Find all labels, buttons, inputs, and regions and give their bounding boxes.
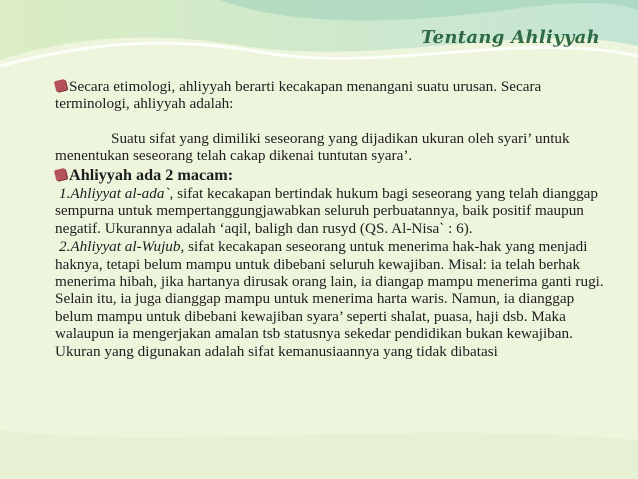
paragraph-terminology: Suatu sifat yang dimiliki seseorang yang dijadikan ukuran oleh syari’ untuk menentukan seseorang telah cakap dikenai tuntutan syara’. xyxy=(55,129,570,165)
list-item-text: sifat kecakapan seseorang untuk menerima hak-hak yang menjadi haknya, tetapi belum mampu untuk dibebani seluruh kewajiban. Misal: ia telah berhak menerima hibah, jika hartanya dirusak orang lain, ia diangap mampu menerima ganti rugi. Selain itu, ia juga dianggap mampu untuk menerima harta waris. Namun, ia dianggap belum mampu untuk dibebani kewajiban syara’ seperti shalat, puasa, haji dsb. Maka walaupun ia mengerjakan amalan tsb statusnya sekedar pendidikan bukan kewajiban. Ukuran yang digunakan adalah sifat kemanusiaannya yang tidak dibatasi xyxy=(55,238,604,360)
section-heading-text: Ahliyyah ada 2 macam: xyxy=(69,165,234,184)
slide-body xyxy=(55,78,605,360)
list-item-term: 2.Ahliyyat al-Wujub, xyxy=(59,238,185,256)
section-heading xyxy=(55,167,605,184)
list-item-ahliyyat-al-ada xyxy=(55,185,605,237)
paragraph-definition xyxy=(55,78,605,113)
red-square-bullet-icon xyxy=(54,79,67,92)
list-item-ahliyyat-al-wujub xyxy=(55,238,605,360)
red-square-bullet-icon xyxy=(54,167,67,180)
bottom-wash-decoration xyxy=(0,430,638,479)
paragraph-definition-text: Secara etimologi, ahliyyah berarti kecakapan menangani suatu urusan. Secara terminologi, ahliyyah adalah: xyxy=(55,78,542,113)
slide-title: Tentang Ahliyyah xyxy=(421,27,600,48)
list-item-text: sifat kecakapan bertindak hukum bagi seseorang yang telah dianggap sempurna untuk mempertanggungjawabkan seluruh perbuatannya, baik positif maupun negatif. Ukurannya adalah ‘aqil, baligh dan rusyd (QS. Al-Nisa` : 6). xyxy=(55,185,598,237)
list-item-term: 1.Ahliyyat al-ada`, xyxy=(59,185,174,203)
